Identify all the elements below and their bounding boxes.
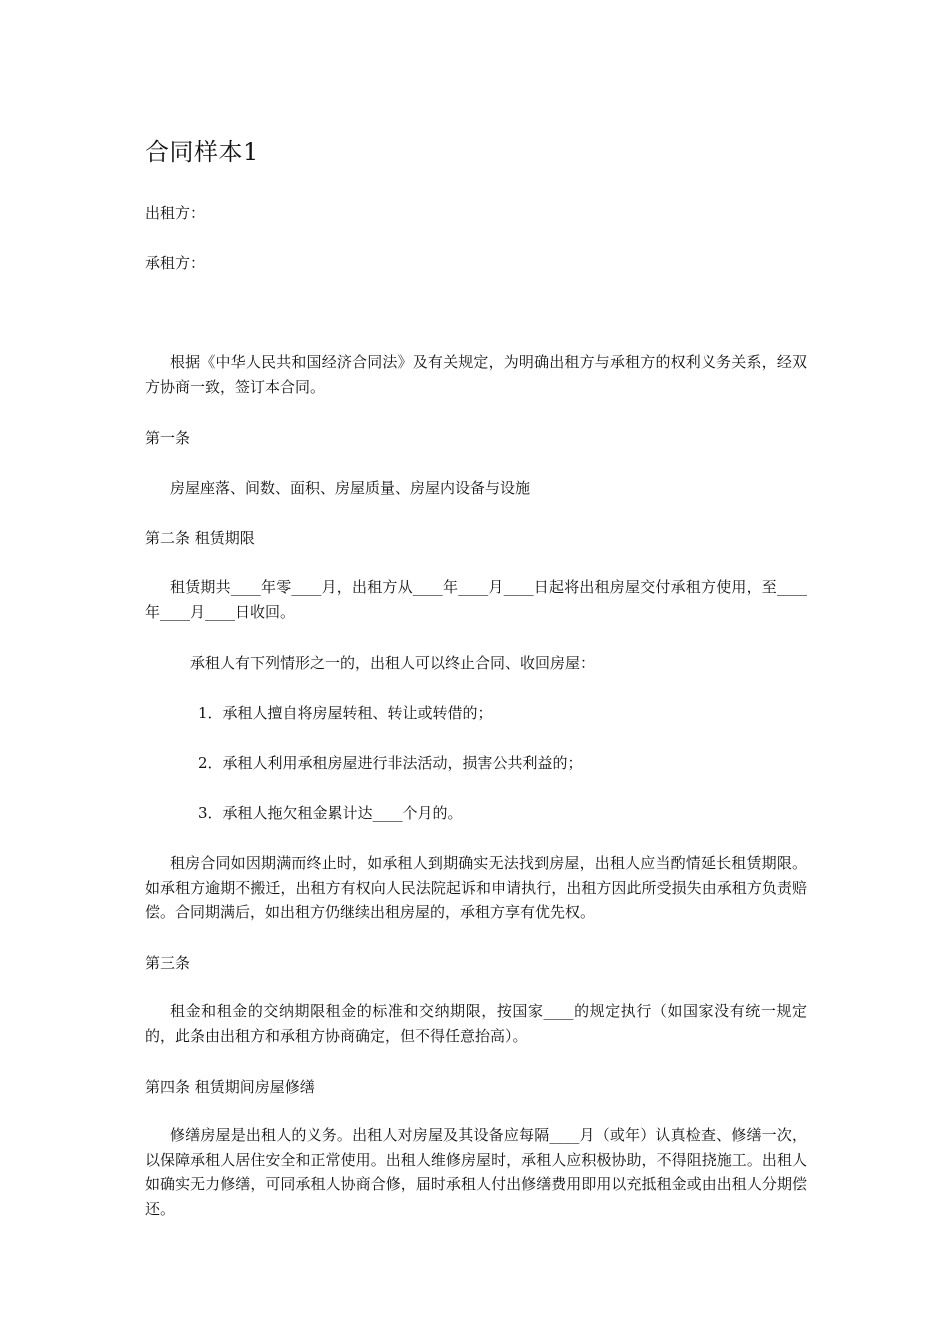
article2-expiry-paragraph: 租房合同如因期满而终止时，如承租人到期确实无法找到房屋，出租人应当酌情延长租赁期限。如承租方逾期不搬迁，出租方有权向人民法院起诉和申请执行，出租方因此所受损失由承租方负责赔偿。合同期满后，如出租方仍继续出租房屋的，承租方享有优先权。 — [145, 854, 807, 921]
article4-paragraph: 修缮房屋是出租人的义务。出租人对房屋及其设备应每隔____月（或年）认真检查、修缮一次，以保障承租人居住安全和正常使用。出租人维修房屋时，承租人应积极协助，不得阻挠施工。出租人如确实无力修缮，可同承租人协商合修，届时承租人付出修缮费用即用以充抵租金或由出租人分期偿还。 — [145, 1126, 807, 1218]
preamble-paragraph: 根据《中华人民共和国经济合同法》及有关规定，为明确出租方与承租方的权利义务关系，经双方协商一致，签订本合同。 — [145, 353, 807, 396]
article2-termination-intro: 承租人有下列情形之一的，出租人可以终止合同、收回房屋： — [190, 654, 596, 672]
document-title: 合同样本1 — [145, 138, 259, 166]
lessor-label: 出租方： — [145, 204, 206, 222]
article2-heading: 第二条 租赁期限 — [145, 529, 255, 547]
article2-term-paragraph: 租赁期共____年零____月，出租方从____年____月____日起将出租房屋交付承租方使用，至____年____月____日收回。 — [145, 578, 807, 621]
article3-heading: 第三条 — [145, 954, 191, 972]
article2-item-1: 1．承租人擅自将房屋转租、转让或转借的； — [198, 704, 493, 722]
article2-item-2: 2．承租人利用承租房屋进行非法活动，损害公共利益的； — [198, 754, 583, 772]
article4-heading: 第四条 租赁期间房屋修缮 — [145, 1078, 315, 1096]
article1-heading: 第一条 — [145, 429, 191, 447]
article3-paragraph: 租金和租金的交纳期限租金的标准和交纳期限，按国家____的规定执行（如国家没有统一规定的，此条由出租方和承租方协商确定，但不得任意抬高）。 — [145, 1002, 807, 1045]
article1-text: 房屋座落、间数、面积、房屋质量、房屋内设备与设施 — [170, 479, 531, 497]
article2-item-3: 3．承租人拖欠租金累计达____个月的。 — [198, 804, 463, 822]
lessee-label: 承租方： — [145, 254, 206, 272]
